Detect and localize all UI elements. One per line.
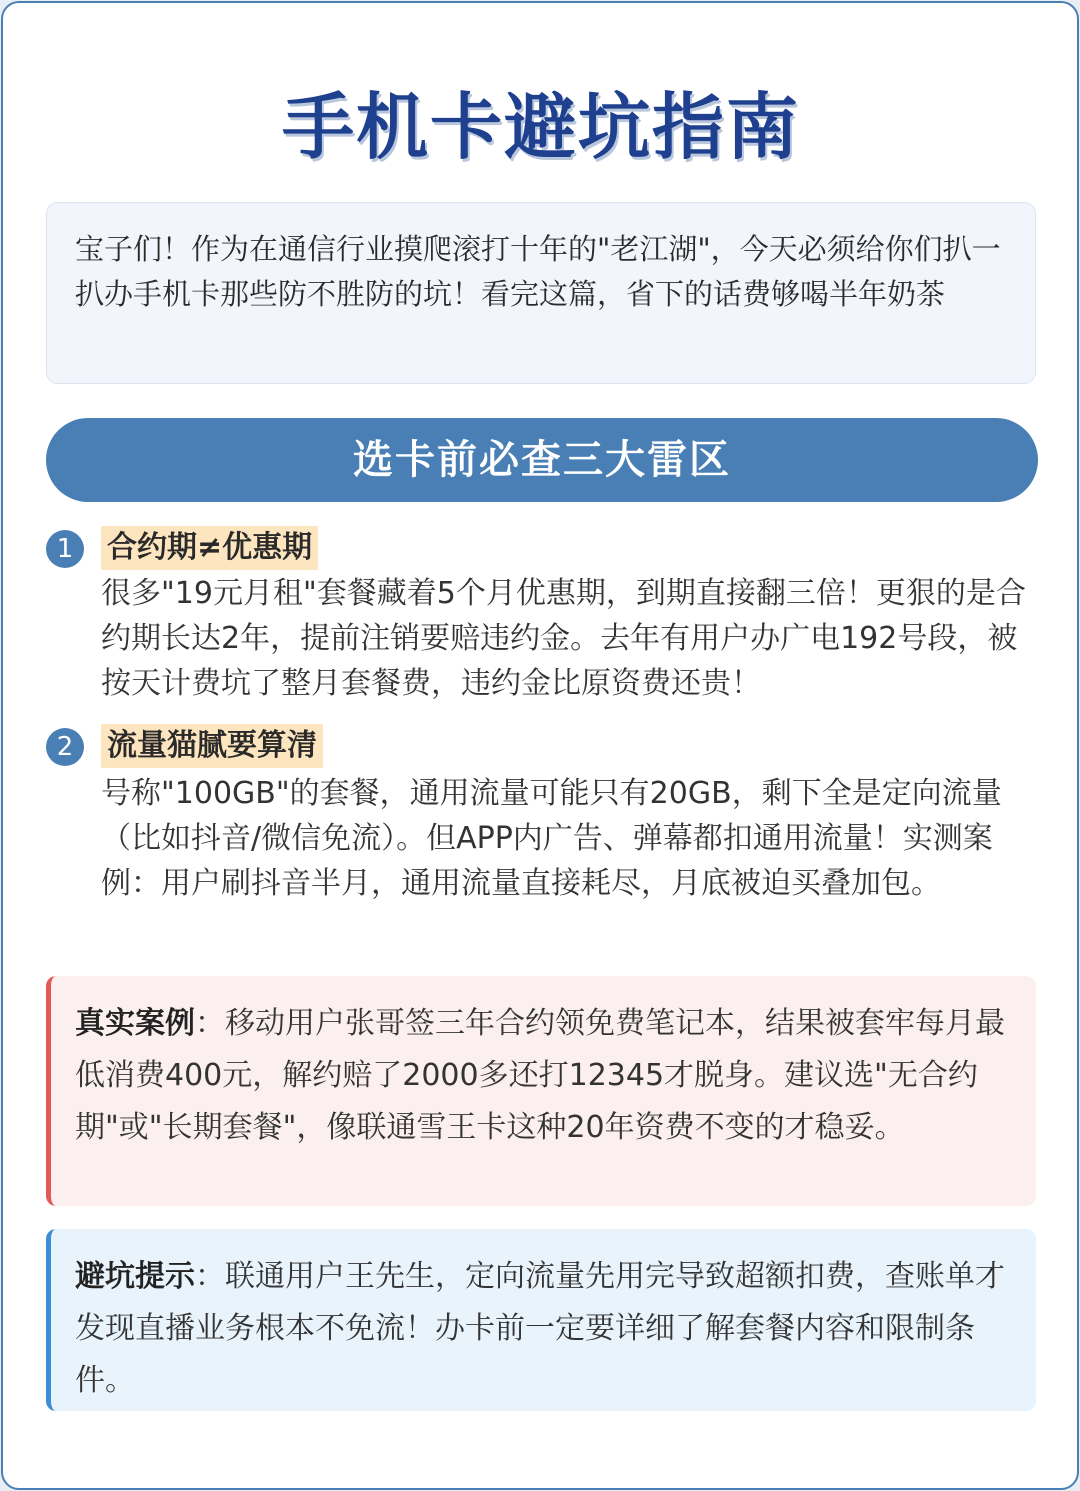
intro-text: 宝子们！作为在通信行业摸爬滚打十年的"老江湖"，今天必须给你们扒一扒办手机卡那些防不胜防的坑！看完这篇，省下的话费够喝半年奶茶 [75,232,1001,311]
section-header [46,418,1038,502]
item-body: 号称"100GB"的套餐，通用流量可能只有20GB，剩下全是定向流量（比如抖音/微信免流）。但APP内广告、弹幕都扣通用流量！实测案例：用户刷抖音半月，通用流量直接耗尽，月底被迫买叠加包。 [101,776,1002,901]
item-number-badge: 1 [46,530,84,568]
case-callout [46,976,1036,1206]
item-heading: 合约期≠优惠期 [101,526,318,570]
tip-separator: ： [195,1259,225,1294]
case-text: 移动用户张哥签三年合约领免费笔记本，结果被套牢每月最低消费400元，解约赔了2000多还打12345才脱身。建议选"无合约期"或"长期套餐"，像联通雪王卡这种20年资费不变的才稳妥。 [75,1006,1005,1145]
case-separator: ： [195,1006,225,1041]
section-title: 选卡前必查三大雷区 [353,437,731,483]
item-heading: 流量猫腻要算清 [101,724,323,768]
intro-box [46,202,1036,384]
tip-label: 避坑提示 [75,1259,195,1294]
tip-text: 联通用户王先生，定向流量先用完导致超额扣费，查账单才发现直播业务根本不免流！办卡前一定要详细了解套餐内容和限制条件。 [75,1259,1005,1398]
guide-card [1,1,1079,1490]
item-number-badge: 2 [46,728,84,766]
case-label: 真实案例 [75,1006,195,1041]
tip-callout [46,1229,1036,1411]
page-title: 手机卡避坑指南 [281,85,800,169]
item-body: 很多"19元月租"套餐藏着5个月优惠期，到期直接翻三倍！更狠的是合约期长达2年，提前注销要赔违约金。去年有用户办广电192号段，被按天计费坑了整月套餐费，违约金比原资费还贵！ [101,576,1026,701]
